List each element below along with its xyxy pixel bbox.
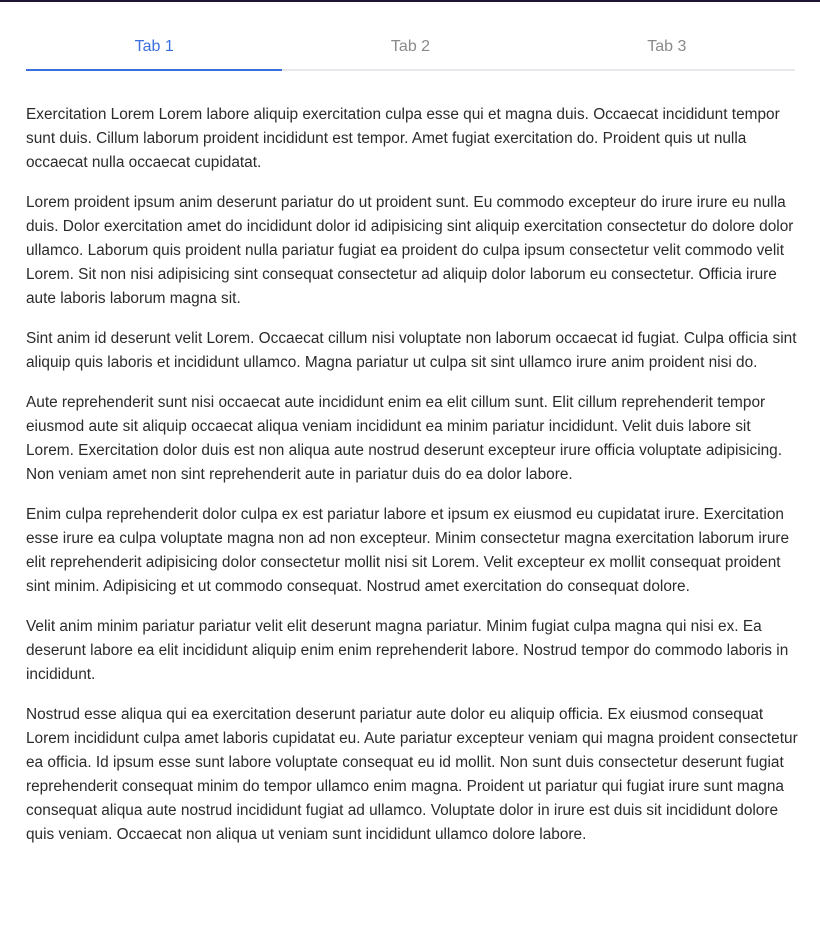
paragraph: Velit anim minim pariatur pariatur velit elit deserunt magna pariatur. Minim fugiat culpa magna qui nisi ex. Ea deserunt labore ea elit incididunt aliquip enim enim reprehenderit labore. Nostrud tempor do commodo laboris in incididunt. — [26, 618, 789, 683]
paragraph: Exercitation Lorem Lorem labore aliquip exercitation culpa esse qui et magna duis. Occaecat incididunt tempor sunt duis. Cillum laborum proident incididunt est tempor. Amet fugiat exercitation do. Proident quis ut nulla occaecat nulla occaecat cupidatat. — [26, 106, 780, 171]
tab-1[interactable]: Tab 1 — [26, 26, 282, 69]
paragraph: Lorem proident ipsum anim deserunt pariatur do ut proident sunt. Eu commodo excepteur do irure irure eu nulla duis. Dolor exercitation amet do incididunt dolor id adipisicing sint aliquip exercitation consectetur do dolore dolor ullamco. Laborum quis proident nulla pariatur fugiat ea proident do culpa ipsum consectetur velit commodo velit Lorem. Sit non nisi adipisicing sint consequat consectetur ad aliquip dolor laborum eu consectetur. Officia irure aute laboris laborum magna sit. — [26, 194, 794, 307]
paragraph: Enim culpa reprehenderit dolor culpa ex est pariatur labore et ipsum ex eiusmod eu cupidatat irure. Exercitation esse irure ea culpa voluptate magna non ad non excepteur. Minim consectetur magna exercitation laborum irure elit reprehenderit adipisicing dolor consectetur mollit nisi sit Lorem. Velit excepteur ex mollit consequat proident sint minim. Adipisicing et ut commodo consequat. Nostrud amet exercitation do consequat dolore. — [26, 506, 790, 595]
paragraph: Aute reprehenderit sunt nisi occaecat aute incididunt enim ea elit cillum sunt. Elit cillum reprehenderit tempor eiusmod aute sit aliquip occaecat aliqua veniam incididunt ea minim pariatur incididunt. Velit duis labore sit Lorem. Exercitation dolor duis est non aliqua aute nostrud deserunt excepteur irure officia voluptate adipisicing. Non veniam amet non sint reprehenderit aute in pariatur duis do ea dolor labore. — [26, 394, 783, 483]
paragraph: Nostrud esse aliqua qui ea exercitation deserunt pariatur aute dolor eu aliquip officia. Ex eiusmod consequat Lorem incididunt culpa amet laboris cupidatat eu. Aute pariatur excepteur veniam qui magna proident consectetur ea officia. Id ipsum esse sunt labore voluptate consequat eu id mollit. Non sunt duis consectetur deserunt fugiat reprehenderit consequat minim do tempor ullamco enim magna. Proident ut pariatur qui fugiat irure sunt magna consequat aliqua aute nostrud incididunt fugiat ad ullamco. Voluptate dolor in irure est duis sit incididunt dolore quis veniam. Occaecat non aliqua ut veniam sunt incididunt ullamco dolore labore. — [26, 706, 798, 843]
tab-3[interactable]: Tab 3 — [647, 37, 687, 55]
tab-bar — [26, 26, 795, 71]
tab-panel — [26, 103, 798, 863]
paragraph: Sint anim id deserunt velit Lorem. Occaecat cillum nisi voluptate non laborum occaecat id fugiat. Culpa officia sint aliquip quis laboris et incididunt ullamco. Magna pariatur ut culpa sit sint ullamco irure anim proident nisi do. — [26, 330, 797, 371]
top-border — [0, 0, 820, 2]
tab-2[interactable]: Tab 2 — [390, 37, 431, 55]
